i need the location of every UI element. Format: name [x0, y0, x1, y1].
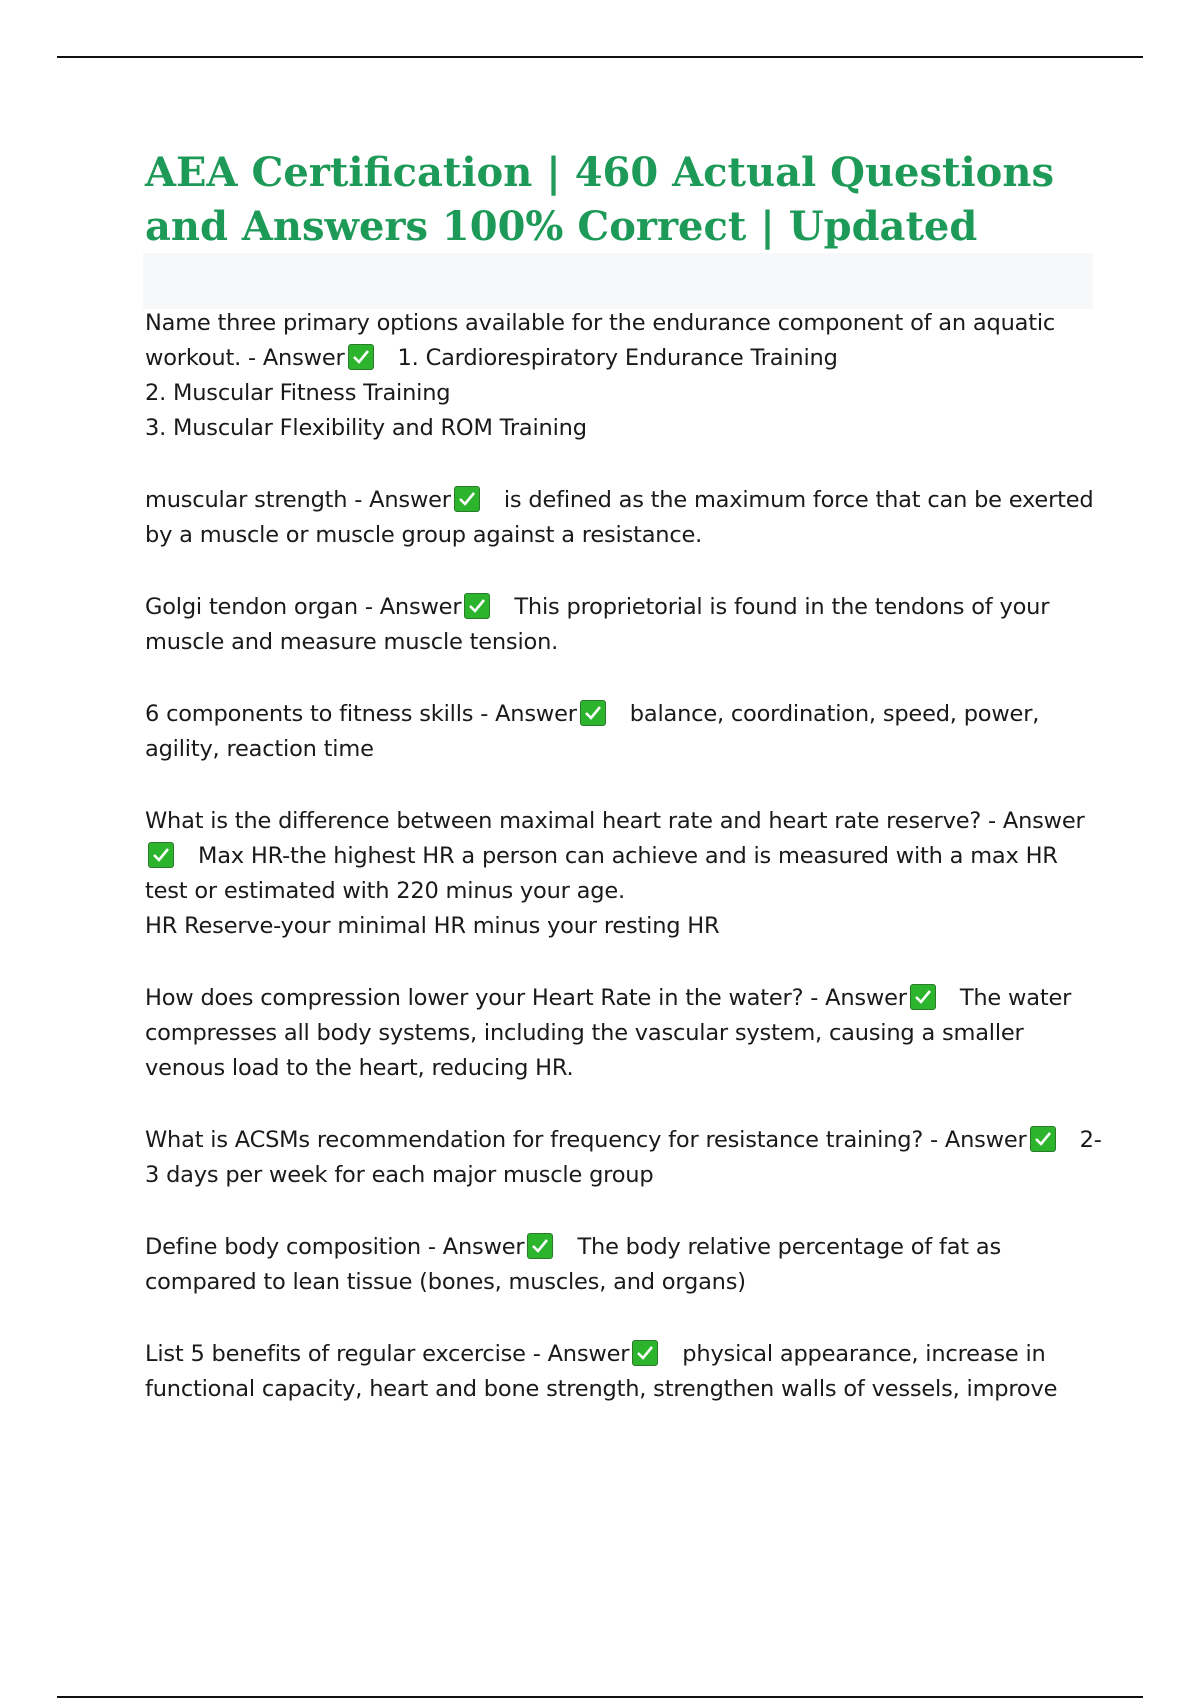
- qa-item: [145, 1230, 1105, 1300]
- qa-item: [145, 306, 1105, 446]
- qa-item: [145, 483, 1105, 553]
- qa-item: [145, 804, 1105, 944]
- question-text: Golgi tendon organ - Answer: [145, 594, 462, 620]
- answer-text: 2-3 days per week for each major muscle group: [145, 1127, 1102, 1188]
- answer-text: The water compresses all body systems, including the vascular system, causing a smaller venous load to the heart, reducing HR.: [145, 985, 1072, 1081]
- qa-item: [145, 697, 1105, 767]
- answer-text: 1. Cardiorespiratory Endurance Training: [397, 345, 838, 371]
- answer-text: This proprietorial is found in the tendons of your muscle and measure muscle tension.: [145, 594, 1050, 655]
- check-mark-icon: [1030, 1126, 1056, 1152]
- check-mark-icon: [348, 344, 374, 370]
- answer-text: is defined as the maximum force that can be exerted by a muscle or muscle group against a resistance.: [145, 487, 1094, 548]
- answer-text: balance, coordination, speed, power, agility, reaction time: [145, 701, 1040, 762]
- qa-list: [145, 306, 1105, 1444]
- qa-item: [145, 981, 1105, 1086]
- question-text: 6 components to fitness skills - Answer: [145, 701, 577, 727]
- question-text: What is ACSMs recommendation for frequency for resistance training? - Answer: [145, 1127, 1027, 1153]
- document-title: AEA Certification | 460 Actual Questions and Answers 100% Correct | Updated: [145, 149, 1054, 250]
- check-mark-icon: [464, 593, 490, 619]
- question-text: Define body composition - Answer: [145, 1234, 525, 1260]
- bottom-rule: [57, 1696, 1143, 1698]
- title-band: [143, 253, 1093, 309]
- check-mark-icon: [910, 984, 936, 1010]
- question-text: List 5 benefits of regular excercise - Answer: [145, 1341, 630, 1367]
- question-text: What is the difference between maximal heart rate and heart rate reserve? - Answer: [145, 808, 1085, 834]
- answer-text: Max HR-the highest HR a person can achieve and is measured with a max HR test or estimated with 220 minus your age.: [145, 843, 1058, 904]
- top-rule: [57, 56, 1143, 58]
- qa-item: [145, 1337, 1105, 1407]
- check-mark-icon: [632, 1340, 658, 1366]
- question-text: muscular strength - Answer: [145, 487, 451, 513]
- answer-text: The body relative percentage of fat as compared to lean tissue (bones, muscles, and organs): [145, 1234, 1001, 1295]
- qa-item: [145, 1123, 1105, 1193]
- question-text: How does compression lower your Heart Rate in the water? - Answer: [145, 985, 907, 1011]
- check-mark-icon: [580, 700, 606, 726]
- check-mark-icon: [148, 842, 174, 868]
- answer-extra-line: 2. Muscular Fitness Training: [145, 380, 451, 406]
- qa-item: [145, 590, 1105, 660]
- check-mark-icon: [527, 1233, 553, 1259]
- check-mark-icon: [454, 486, 480, 512]
- answer-text: physical appearance, increase in functional capacity, heart and bone strength, strengthen walls of vessels, improve: [145, 1341, 1058, 1402]
- answer-extra-line: HR Reserve-your minimal HR minus your resting HR: [145, 913, 720, 939]
- question-text: Name three primary options available for the endurance component of an aquatic workout. - Answer: [145, 310, 1056, 371]
- answer-extra-line: 3. Muscular Flexibility and ROM Training: [145, 415, 587, 441]
